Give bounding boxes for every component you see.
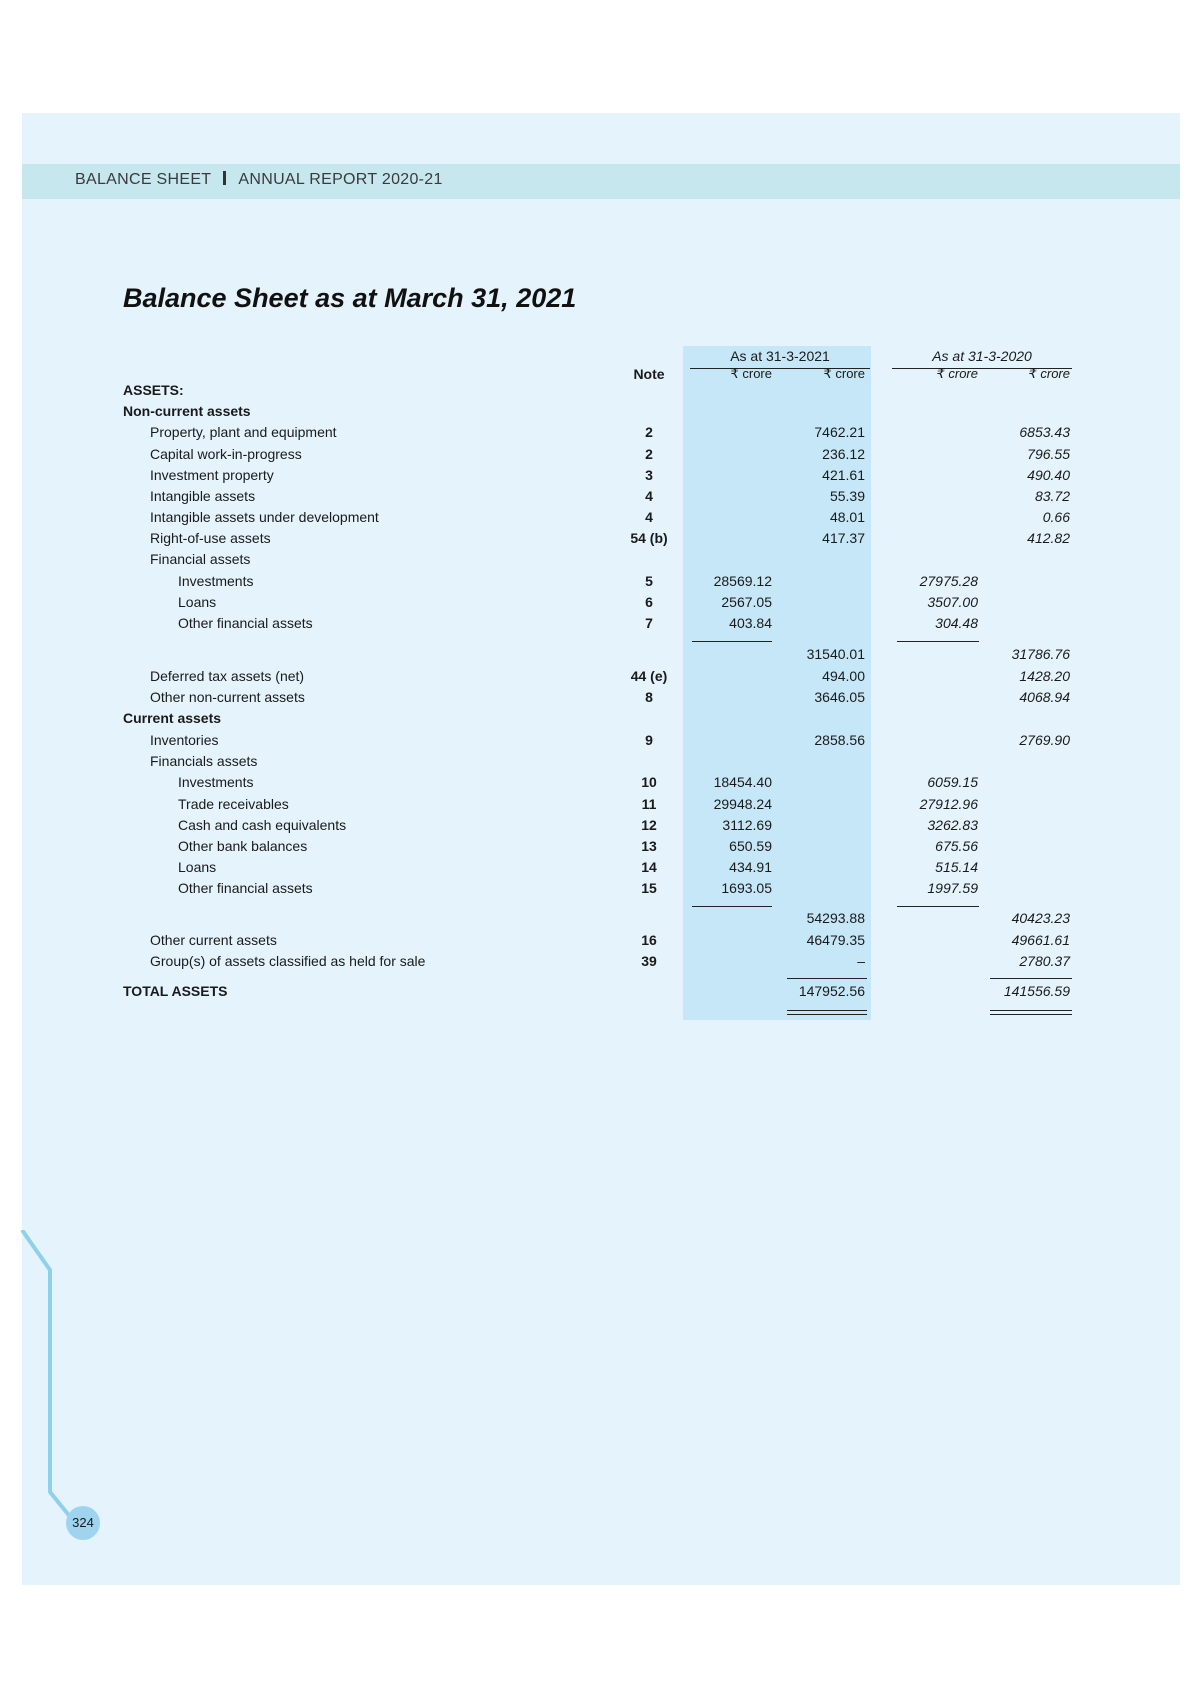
header-separator: [223, 171, 226, 185]
table-row: [0, 509, 1200, 530]
row-value-c4: 40423.23: [1011, 910, 1070, 926]
table-row: [0, 573, 1200, 594]
row-note: 6: [645, 594, 653, 610]
row-value-c4: 796.55: [1027, 446, 1070, 462]
table-row: [0, 859, 1200, 880]
row-value-c1: 1693.05: [721, 880, 772, 896]
table-row: [0, 932, 1200, 953]
row-label: Trade receivables: [178, 796, 289, 812]
table-row: [0, 753, 1200, 774]
unit-header-c3: ₹ crore: [936, 366, 978, 381]
row-value-c2: 147952.56: [798, 983, 865, 999]
table-row: [0, 732, 1200, 753]
row-label: Investments: [178, 573, 254, 589]
row-label: Investments: [178, 774, 254, 790]
row-value-c3: 27975.28: [919, 573, 978, 589]
table-row: [0, 689, 1200, 710]
subtotal-rule-c1-b: [692, 906, 772, 907]
row-label: Loans: [178, 859, 217, 875]
row-note: 2: [645, 424, 653, 440]
table-row: [0, 382, 1200, 403]
total-rule-c2: [787, 978, 867, 979]
table-row: [0, 446, 1200, 467]
row-note: 10: [641, 774, 657, 790]
subtotal-rule-c1-a: [692, 641, 772, 642]
total-rule-c4: [990, 978, 1072, 979]
page-number: 324: [66, 1506, 100, 1540]
row-value-c1: 29948.24: [713, 796, 772, 812]
row-value-c3: 515.14: [935, 859, 978, 875]
row-label: Current assets: [123, 710, 222, 726]
table-row: [0, 646, 1200, 667]
row-value-c4: 1428.20: [1019, 668, 1070, 684]
row-value-c4: 49661.61: [1011, 932, 1070, 948]
row-value-c3: 27912.96: [919, 796, 978, 812]
previous-period-header: As at 31-3-2020: [932, 348, 1032, 364]
note-column-header: Note: [633, 366, 665, 382]
table-row: [0, 594, 1200, 615]
table-row: [0, 424, 1200, 445]
row-value-c3: 6059.15: [927, 774, 978, 790]
row-value-c3: 1997.59: [927, 880, 978, 896]
table-row: [0, 668, 1200, 689]
row-label: Capital work-in-progress: [150, 446, 302, 462]
row-note: 12: [641, 817, 657, 833]
row-value-c1: 18454.40: [713, 774, 772, 790]
row-value-c3: 3507.00: [927, 594, 978, 610]
row-value-c4: 31786.76: [1011, 646, 1070, 662]
row-label: Right-of-use assets: [150, 530, 271, 546]
decorative-line: [0, 1230, 120, 1560]
row-label: Financials assets: [150, 753, 258, 769]
table-row: [0, 953, 1200, 974]
row-note: 54 (b): [630, 530, 668, 546]
row-note: 3: [645, 467, 653, 483]
row-label: Loans: [178, 594, 217, 610]
row-value-c2: 417.37: [822, 530, 865, 546]
row-value-c2: 236.12: [822, 446, 865, 462]
row-value-c2: 7462.21: [814, 424, 865, 440]
row-label: Property, plant and equipment: [150, 424, 337, 440]
row-value-c3: 3262.83: [927, 817, 978, 833]
table-row: [0, 774, 1200, 795]
table-row: [0, 551, 1200, 572]
header-section: BALANCE SHEET: [75, 171, 212, 188]
row-note: 2: [645, 446, 653, 462]
row-label: ASSETS:: [123, 382, 184, 398]
row-label: Financial assets: [150, 551, 251, 567]
table-row: [0, 838, 1200, 859]
row-value-c2: 54293.88: [806, 910, 865, 926]
row-value-c1: 434.91: [729, 859, 772, 875]
row-value-c1: 28569.12: [713, 573, 772, 589]
table-row: [0, 880, 1200, 901]
running-header: [75, 171, 443, 189]
subtotal-rule-c3-a: [897, 641, 979, 642]
row-value-c4: 6853.43: [1019, 424, 1070, 440]
row-value-c1: 403.84: [729, 615, 772, 631]
row-label: Other financial assets: [178, 880, 313, 896]
row-value-c4: 83.72: [1034, 488, 1070, 504]
row-value-c4: 4068.94: [1019, 689, 1070, 705]
row-value-c2: 2858.56: [814, 732, 865, 748]
row-value-c2: 46479.35: [806, 932, 865, 948]
row-note: 13: [641, 838, 657, 854]
table-row: [0, 403, 1200, 424]
row-note: 11: [641, 796, 657, 812]
table-row: [0, 467, 1200, 488]
row-label: Other financial assets: [178, 615, 313, 631]
row-note: 8: [645, 689, 653, 705]
row-note: 5: [645, 573, 653, 589]
row-note: 4: [645, 509, 653, 525]
row-value-c2: 55.39: [829, 488, 865, 504]
row-value-c4: 0.66: [1042, 509, 1070, 525]
unit-header-c1: ₹ crore: [730, 366, 772, 381]
page-title: Balance Sheet as at March 31, 2021: [123, 283, 577, 313]
table-row: [0, 488, 1200, 509]
row-label: Other current assets: [150, 932, 277, 948]
row-value-c4: 2780.37: [1019, 953, 1070, 969]
row-label: Non-current assets: [123, 403, 251, 419]
total-double-rule-c4: [990, 1010, 1072, 1015]
row-value-c1: 650.59: [729, 838, 772, 854]
row-label: Intangible assets: [150, 488, 256, 504]
row-label: TOTAL ASSETS: [123, 983, 228, 999]
table-row: [0, 817, 1200, 838]
row-label: Intangible assets under development: [150, 509, 379, 525]
row-label: Cash and cash equivalents: [178, 817, 347, 833]
row-note: 16: [641, 932, 657, 948]
row-value-c2: 31540.01: [806, 646, 865, 662]
row-value-c4: 141556.59: [1003, 983, 1070, 999]
row-value-c2: 48.01: [829, 509, 865, 525]
row-note: 39: [641, 953, 657, 969]
row-label: Deferred tax assets (net): [150, 668, 305, 684]
row-note: 4: [645, 488, 653, 504]
table-row: [0, 796, 1200, 817]
row-value-c2: 421.61: [822, 467, 865, 483]
row-value-c4: 490.40: [1027, 467, 1070, 483]
header-report: ANNUAL REPORT 2020-21: [238, 171, 443, 188]
row-label: Other non-current assets: [150, 689, 305, 705]
row-label: Inventories: [150, 732, 219, 748]
unit-header-c2: ₹ crore: [823, 366, 865, 381]
row-note: 44 (e): [630, 668, 668, 684]
row-label: Group(s) of assets classified as held for sale: [150, 953, 426, 969]
current-period-header: As at 31-3-2021: [730, 348, 830, 364]
table-row: [0, 615, 1200, 636]
row-note: 14: [641, 859, 657, 875]
row-value-c2: –: [857, 953, 865, 969]
subtotal-rule-c3-b: [897, 906, 979, 907]
row-value-c2: 494.00: [822, 668, 865, 684]
row-value-c3: 304.48: [935, 615, 978, 631]
table-row: [0, 710, 1200, 731]
row-note: 7: [645, 615, 653, 631]
table-row: [0, 530, 1200, 551]
table-row: [0, 910, 1200, 931]
row-label: Other bank balances: [178, 838, 308, 854]
row-note: 9: [645, 732, 653, 748]
row-value-c2: 3646.05: [814, 689, 865, 705]
row-value-c4: 2769.90: [1019, 732, 1070, 748]
row-label: Investment property: [150, 467, 274, 483]
row-value-c1: 3112.69: [722, 817, 772, 833]
row-value-c4: 412.82: [1027, 530, 1070, 546]
row-value-c3: 675.56: [935, 838, 978, 854]
unit-header-c4: ₹ crore: [1028, 366, 1070, 381]
row-note: 15: [641, 880, 657, 896]
row-value-c1: 2567.05: [721, 594, 772, 610]
table-row: [0, 983, 1200, 1004]
total-double-rule-c2: [787, 1010, 867, 1015]
